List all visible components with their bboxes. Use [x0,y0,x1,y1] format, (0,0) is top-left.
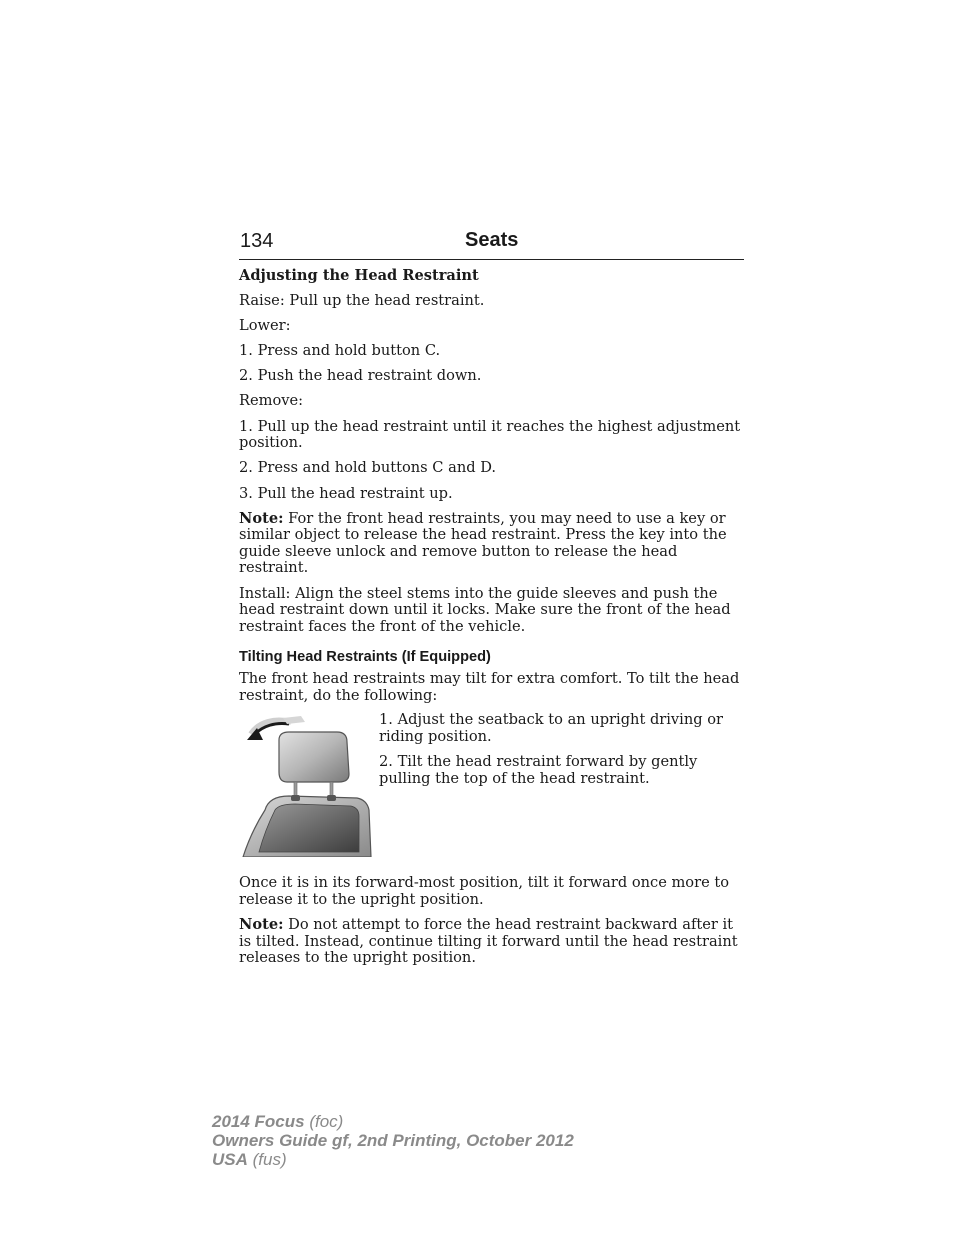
heading-adjusting-head-restraint: Adjusting the Head Restraint [239,267,479,284]
footer-region: USA [212,1150,248,1169]
raise-instruction: Raise: Pull up the head restraint. [239,291,485,309]
tilt-intro: The front head restraints may tilt for extra comfort. To tilt the head restraint, do the following: [239,670,740,704]
footer-guide: Owners Guide gf, 2nd Printing, October 2012 [212,1131,574,1150]
note-label: Note: [239,509,284,527]
lower-label: Lower: [239,316,291,334]
footer-region-code: (fus) [247,1150,287,1169]
remove-label: Remove: [239,392,304,410]
section-title: Seats [465,229,519,251]
lower-step-1: 1. Press and hold button C. [239,341,441,359]
tilt-steps [379,712,745,857]
footer-line-region [212,1150,574,1169]
note-tilt-warning [239,917,745,967]
remove-step-2: 2. Press and hold buttons C and D. [239,459,497,477]
footer-line-guide [212,1131,574,1150]
tilt-after-instruction: Once it is in its forward-most position, tilt it forward once more to release it to the upright position. [239,874,729,908]
footer-model-code: (foc) [304,1112,344,1131]
head-restraint-tilt-illustration [239,712,375,857]
tilt-step-2: 2. Tilt the head restraint forward by gently pulling the top of the head restraint. [379,753,698,787]
install-instruction: Install: Align the steel stems into the guide sleeves and push the head restraint down until it locks. Make sure the front of the head restraint faces the front of the vehicle. [239,584,731,635]
page-content [239,268,745,975]
tilt-figure-row [239,712,745,857]
heading-tilting-head-restraints: Tilting Head Restraints (If Equipped) [239,649,491,666]
note-text: Do not attempt to force the head restraint backward after it is tilted. Instead, continue tilting it forward until the head restraint releases to the upright position. [239,916,738,967]
page-header [239,228,744,260]
lower-step-2: 2. Push the head restraint down. [239,367,482,385]
tilt-step-1: 1. Adjust the seatback to an upright driving or riding position. [379,711,723,745]
note-label: Note: [239,916,284,933]
note-front-restraints [239,511,745,577]
remove-step-3: 3. Pull the head restraint up. [239,484,453,502]
remove-step-1: 1. Pull up the head restraint until it reaches the highest adjustment position. [239,417,741,452]
note-text: For the front head restraints, you may need to use a key or similar object to release the head restraint. Press the key into the guide sleeve unlock and remove button to release the head restraint. [239,509,727,577]
page-number: 134 [240,230,274,252]
footer-line-model [212,1112,574,1131]
page-footer [212,1112,574,1169]
footer-model: 2014 Focus [212,1112,305,1131]
